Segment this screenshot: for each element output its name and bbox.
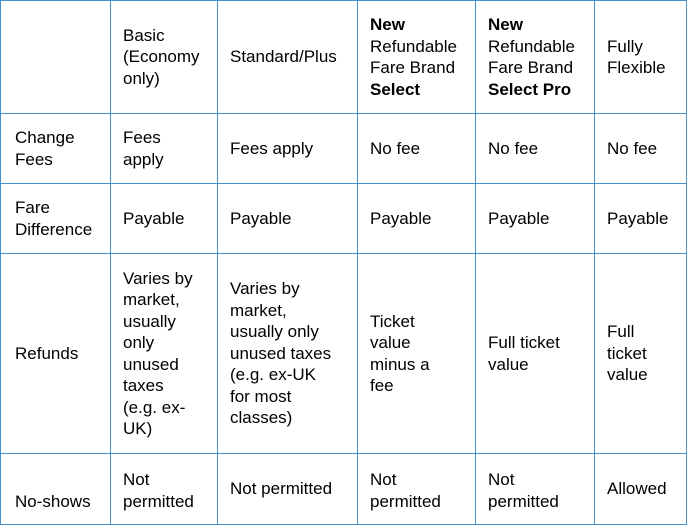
- table-cell: Ticket value minus a fee: [358, 254, 476, 454]
- table-cell: Not permitted: [358, 454, 476, 525]
- table-cell: Varies by market, usually only unused taxes (e.g. ex-UK for most classes): [218, 254, 358, 454]
- column-header-basic: Basic (Economy only): [111, 1, 218, 114]
- table-row-fare-difference: [1, 184, 687, 254]
- table-row-refunds: [1, 254, 687, 454]
- header-row: [1, 1, 687, 114]
- table-cell: Payable: [111, 184, 218, 254]
- table-cell: Payable: [476, 184, 595, 254]
- table-cell: Full ticket value: [595, 254, 687, 454]
- row-header-change-fees: Change Fees: [1, 114, 111, 184]
- row-header-refunds: Refunds: [1, 254, 111, 454]
- column-header-select-pro: New Refundable Fare Brand Select Pro: [476, 1, 595, 114]
- corner-cell: [1, 1, 111, 114]
- table-cell: Not permitted: [476, 454, 595, 525]
- table-cell: Varies by market, usually only unused taxes (e.g. ex- UK): [111, 254, 218, 454]
- table-cell: No fee: [358, 114, 476, 184]
- table-cell: Fees apply: [111, 114, 218, 184]
- column-header-fully-flexible: Fully Flexible: [595, 1, 687, 114]
- table-row-no-shows: [1, 454, 687, 525]
- table-row-change-fees: [1, 114, 687, 184]
- table-cell: Payable: [358, 184, 476, 254]
- table-cell: No fee: [595, 114, 687, 184]
- row-header-fare-difference: Fare Difference: [1, 184, 111, 254]
- table-cell: Payable: [595, 184, 687, 254]
- table-cell: Not permitted: [111, 454, 218, 525]
- table-cell: Payable: [218, 184, 358, 254]
- table-cell: Not permitted: [218, 454, 358, 525]
- row-header-no-shows: No-shows: [1, 454, 111, 525]
- column-header-select: New Refundable Fare Brand Select: [358, 1, 476, 114]
- table-cell: Full ticket value: [476, 254, 595, 454]
- column-header-standard-plus: Standard/Plus: [218, 1, 358, 114]
- table-cell: No fee: [476, 114, 595, 184]
- table-cell: Allowed: [595, 454, 687, 525]
- table-cell: Fees apply: [218, 114, 358, 184]
